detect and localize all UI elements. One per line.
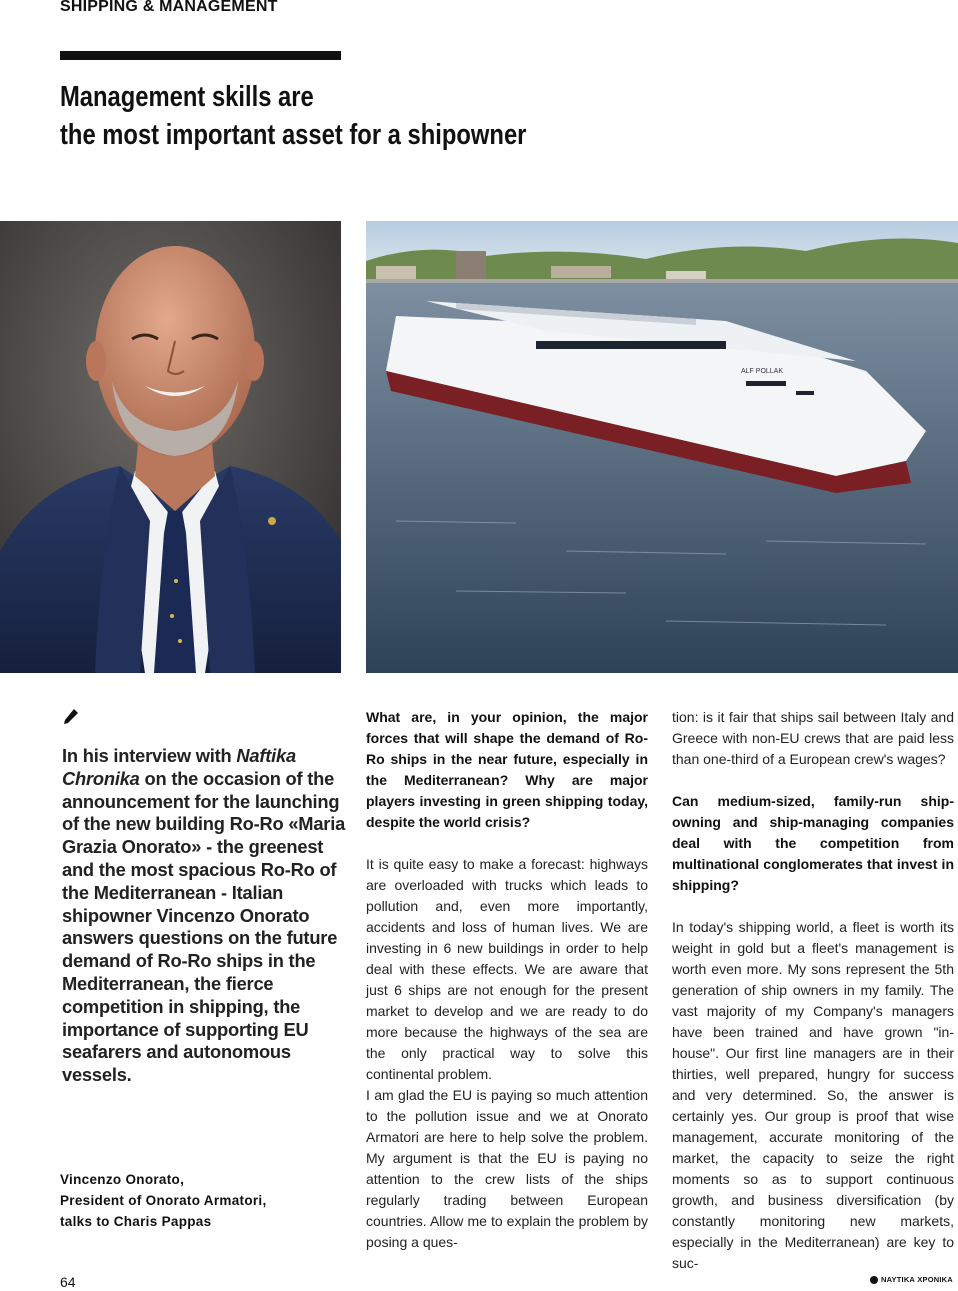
lead-paragraph (62, 745, 347, 1087)
question-1: What are, in your opinion, the major forces that will shape the demand of Ro- Ro ships in the near future, especially in the Mediterranean? Why are major players investing in green shipping today, despite the world crisis? (366, 709, 648, 830)
headline-line-1: Management skills are (60, 81, 314, 113)
publication-brand (870, 1275, 953, 1284)
byline-line-1: Vincenzo Onorato, (60, 1172, 185, 1187)
ship-icon (366, 221, 958, 673)
brand-logo-icon (870, 1276, 878, 1284)
byline (60, 1169, 350, 1232)
question-2: Can medium-sized, family-run ship- owning and ship-managing companies deal with the competition from multinational conglomerates that invest in shipping? (672, 793, 954, 893)
pen-icon (62, 705, 82, 725)
headline (60, 78, 634, 154)
section-label: SHIPPING & MANAGEMENT (60, 0, 278, 15)
answer-continued: tion: is it fair that ships sail between Italy and Greece with non-EU crews that are paid less than one-third of a European crew's wages? (672, 709, 954, 767)
lead-part-2: on the occasion of the announcement for the launching of the new building Ro-Ro «Maria Grazia Onorato» - the greenest and the most spacious Ro-Ro of the Mediterranean - Italian shipowner Vincenzo Onorato answers questions on the future demand of Ro-Ro ships in the Mediterranean, the fierce competition in shipping, the importance of supporting EU seafarers and autonomous vessels. (62, 767, 346, 1086)
answer-3: In today's shipping world, a fleet is worth its weight in gold but a fleet's management is worth even more. My sons represent the 5th generation of ship owners in my family. The vast majority of my Company's managers have been trained and have grown "in-house". Our first line managers are in their thirties, well prepared, hungry for success and very determined. So, the answer is certainly yes. Our group is proof that wise management, accurate monitoring of the market, the capacity to seize the right moments so as to support continuous growth, and business diversification (by constantly monitoring new markets, especially in the Mediterranean) are key to suc- (672, 919, 954, 1271)
column-3 (672, 707, 954, 1274)
answer-1: It is quite easy to make a forecast: highways are overloaded with trucks which leads to pollution and, even more importantly, accidents and loss of human lives. We are investing in 6 new buildings in order to help deal with these effects. We are aware that just 6 ships are not enough for the present market to develop and we are ready to do more because the highways of the sea are the only practical way to solve this continental problem. (366, 856, 648, 1082)
ship-photo (366, 221, 958, 673)
brand-text: ΝΑΥΤΙΚΑ ΧΡΟΝΙΚΑ (881, 1275, 953, 1284)
headline-line-2: the most important asset for a shipowner (60, 119, 527, 151)
ship-name-text: ALF POLLAK (741, 368, 784, 375)
header-rule (60, 51, 341, 60)
lead-part-1: In his interview with (62, 745, 237, 766)
byline-line-2: President of Onorato Armatori, (60, 1193, 267, 1208)
publication-name: Naftika Chronika (62, 745, 296, 789)
page-number: 64 (60, 1274, 76, 1290)
answer-2: I am glad the EU is paying so much attention to the pollution issue and we at Onorato Armatori are here to help solve the problem. My argument is that the EU is paying no attention to the crew lists of the ships regularly trading between European countries. Allow me to explain the problem by posing a ques- (366, 1087, 648, 1250)
column-2 (366, 707, 648, 1253)
portrait-photo (0, 221, 341, 673)
byline-line-3: talks to Charis Pappas (60, 1214, 212, 1229)
portrait-icon (0, 221, 341, 673)
